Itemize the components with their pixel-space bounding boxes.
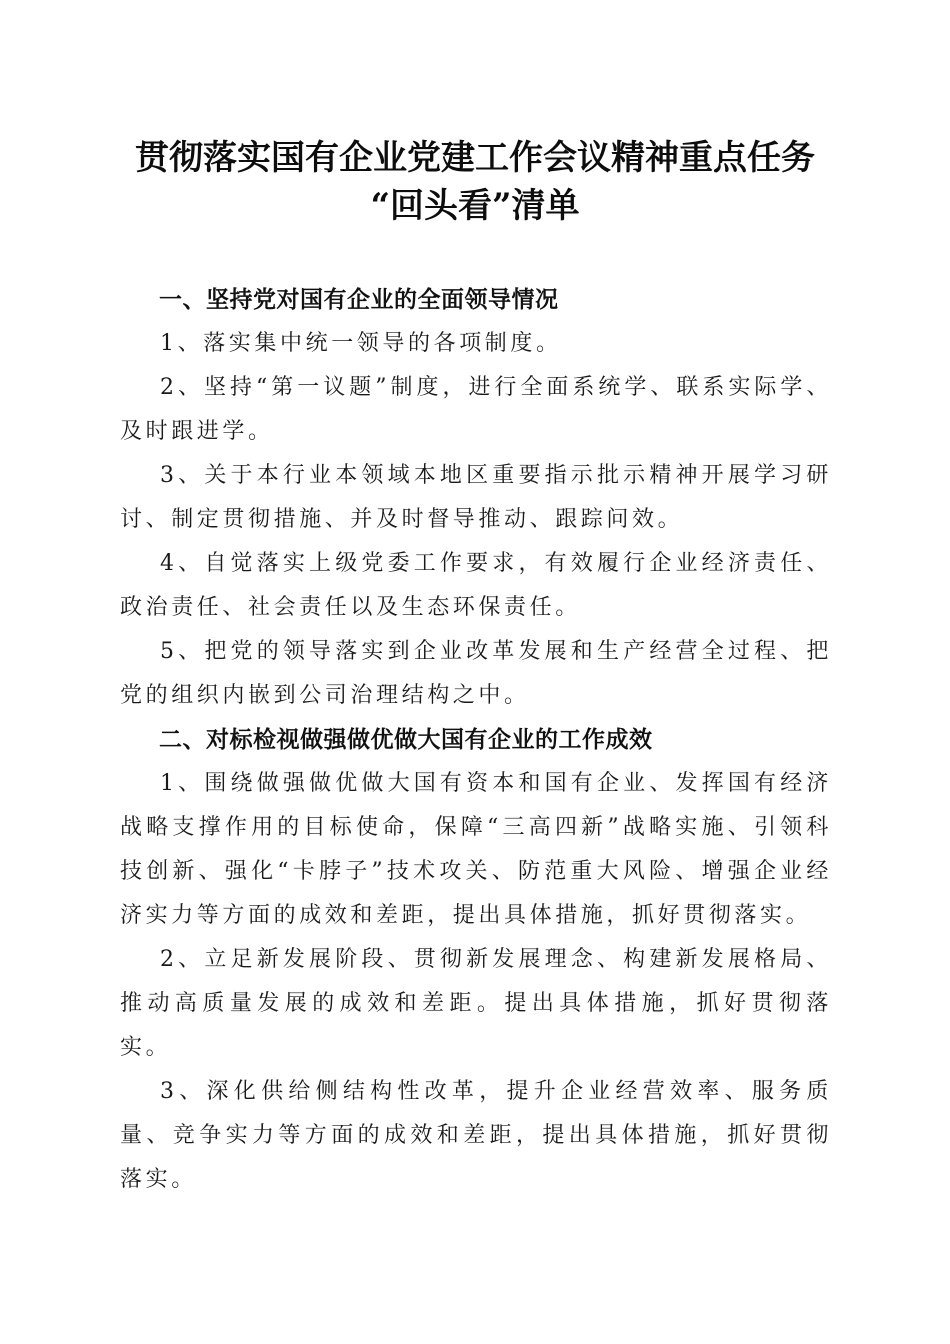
list-item: 3、深化供给侧结构性改革，提升企业经营效率、服务质量、竞争实力等方面的成效和差距，提出具体措施，抓好贯彻落实。 (120, 1079, 832, 1192)
list-item: 5、把党的领导落实到企业改革发展和生产经营全过程、把党的组织内嵌到公司治理结构之中。 (120, 639, 832, 708)
section-heading: 一、坚持党对国有企业的全面领导情况 (159, 287, 559, 313)
list-item: 4、自觉落实上级党委工作要求，有效履行企业经济责任、政治责任、社会责任以及生态环保责任。 (120, 551, 832, 620)
section-2 (120, 718, 832, 1202)
list-item: 2、立足新发展阶段、贯彻新发展理念、构建新发展格局、推动高质量发展的成效和差距。提出具体措施，抓好贯彻落实。 (120, 947, 832, 1060)
list-item: 1、围绕做强做优做大国有资本和国有企业、发挥国有经济战略支撑作用的目标使命，保障“三高四新”战略实施、引领科技创新、强化“卡脖子”技术攻关、防范重大风险、增强企业经济实力等方面的成效和差距，提出具体措施，抓好贯彻落实。 (120, 771, 832, 928)
title-line-2: “回头看”清单 (370, 186, 580, 226)
list-item: 3、关于本行业本领域本地区重要指示批示精神开展学习研讨、制定贯彻措施、并及时督导推动、跟踪问效。 (120, 463, 832, 532)
section-heading: 二、对标检视做强做优做大国有企业的工作成效 (159, 727, 653, 753)
title-line-1: 贯彻落实国有企业党建工作会议精神重点任务 (135, 138, 815, 178)
document-body (120, 278, 832, 1202)
document-title (110, 134, 840, 230)
list-item: 2、坚持“第一议题”制度，进行全面系统学、联系实际学、及时跟进学。 (120, 375, 832, 444)
section-1 (120, 278, 832, 718)
list-item: 1、落实集中统一领导的各项制度。 (160, 331, 562, 356)
